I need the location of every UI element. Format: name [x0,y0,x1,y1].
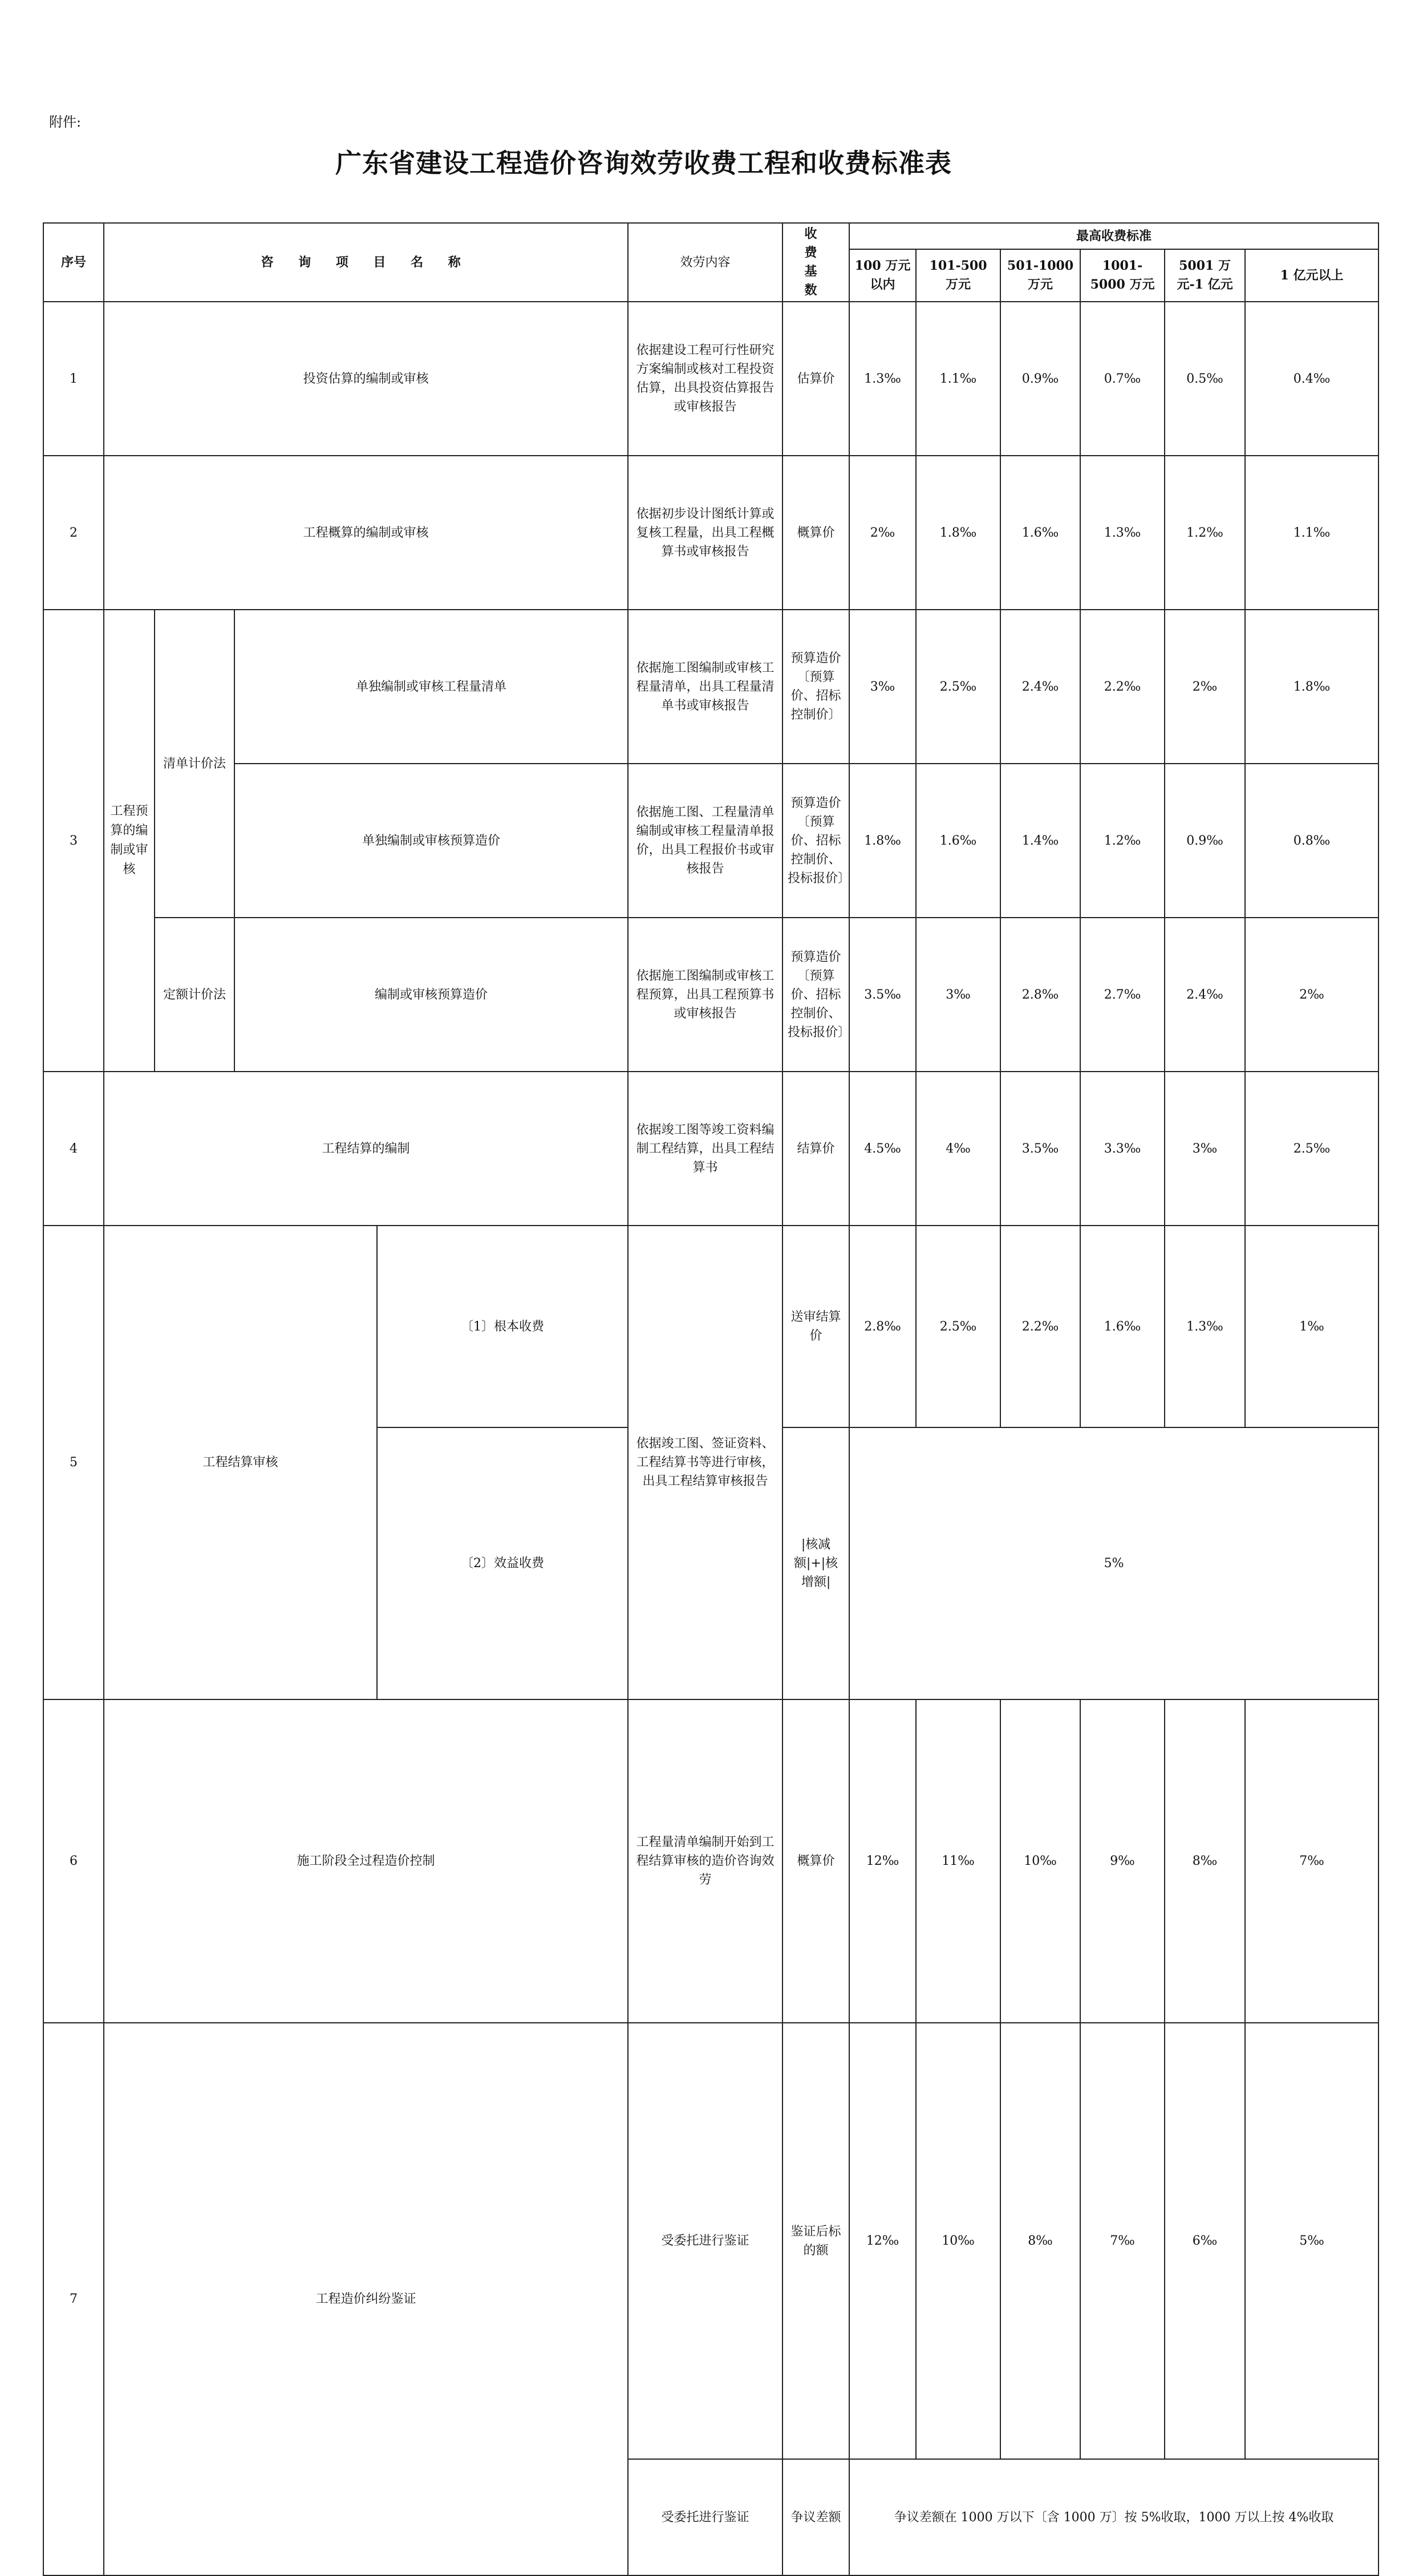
rate-cell: 2.7‰ [1080,918,1165,1072]
row-content: 依据施工图编制或审核工程量清单，出具工程量清单书或审核报告 [628,610,782,764]
rate-cell: 0.9‰ [1000,302,1080,456]
rate-cell-merged: 争议差额在 1000 万以下〔含 1000 万〕按 5%收取，1000 万以上按 4%收取 [849,2459,1378,2575]
page-title: 广东省建设工程造价咨询效劳收费工程和收费标准表 [335,148,952,179]
row-base: 预算造价〔预算价、招标控制价、投标报价〕 [782,918,849,1072]
row-item: 单独编制或审核工程量清单 [234,610,628,764]
row-base: 预算造价〔预算价、招标控制价、投标报价〕 [782,764,849,918]
row-seq: 5 [43,1226,104,1699]
row-subitem: 〔2〕效益收费 [377,1427,628,1699]
row-item: 单独编制或审核预算造价 [234,764,628,918]
rate-cell: 2.5‰ [916,1226,1000,1427]
tier-header: 100 万元以内 [849,249,916,302]
attachment-label: 附件: [49,114,82,130]
header-base: 收 费 基 数 [782,223,849,302]
rate-cell: 2.4‰ [1000,610,1080,764]
rate-cell: 12‰ [849,1699,916,2023]
row-item: 工程造价纠纷鉴证 [104,2023,628,2575]
table-row [43,1226,1378,1427]
row-seq: 6 [43,1699,104,2023]
row-item: 工程结算的编制 [104,1072,628,1226]
table-row [43,456,1378,610]
tier-header: 1 亿元以上 [1245,249,1378,302]
rate-cell: 7‰ [1080,2023,1165,2459]
rate-cell: 1.6‰ [916,764,1000,918]
rate-cell: 1.8‰ [916,456,1000,610]
table-row [43,1699,1378,2023]
rate-cell: 3‰ [849,610,916,764]
rate-cell: 1.6‰ [1000,456,1080,610]
header-item: 咨 询 项 目 名 称 [104,223,628,302]
row-content: 依据建设工程可行性研究方案编制或核对工程投资估算，出具投资估算报告或审核报告 [628,302,782,456]
row-base: 争议差额 [782,2459,849,2575]
row-seq: 2 [43,456,104,610]
table-row [43,610,1378,764]
row-base: |核减额|+|核增额| [782,1427,849,1699]
row-group: 工程预算的编制或审核 [104,610,155,1072]
table-row [43,302,1378,456]
row-method: 定额计价法 [155,918,234,1072]
rate-cell: 1‰ [1245,1226,1378,1427]
rate-cell: 5‰ [1245,2023,1378,2459]
row-item: 投资估算的编制或审核 [104,302,628,456]
rate-cell: 4.5‰ [849,1072,916,1226]
rate-cell: 2.5‰ [1245,1072,1378,1226]
row-item: 工程结算审核 [104,1226,377,1699]
rate-cell: 1.8‰ [1245,610,1378,764]
row-item: 工程概算的编制或审核 [104,456,628,610]
row-content: 依据竣工图等竣工资料编制工程结算，出具工程结算书 [628,1072,782,1226]
row-content: 依据初步设计图纸计算或复核工程量，出具工程概算书或审核报告 [628,456,782,610]
rate-cell: 9‰ [1080,1699,1165,2023]
rate-cell-merged: 5% [849,1427,1378,1699]
table-row [43,1072,1378,1226]
rate-cell: 1.3‰ [1080,456,1165,610]
rate-cell: 8‰ [1000,2023,1080,2459]
rate-cell: 3.5‰ [849,918,916,1072]
rate-cell: 0.4‰ [1245,302,1378,456]
table-row [43,2023,1378,2459]
row-base: 预算造价〔预算价、招标控制价〕 [782,610,849,764]
rate-cell: 3.3‰ [1080,1072,1165,1226]
rate-cell: 8‰ [1165,1699,1245,2023]
table-row [43,918,1378,1072]
rate-cell: 2.2‰ [1080,610,1165,764]
rate-cell: 2.4‰ [1165,918,1245,1072]
header-seq: 序号 [43,223,104,302]
row-base: 送审结算价 [782,1226,849,1427]
rate-cell: 1.8‰ [849,764,916,918]
row-base: 概算价 [782,1699,849,2023]
rate-cell: 10‰ [916,2023,1000,2459]
rate-cell: 1.1‰ [916,302,1000,456]
row-seq: 1 [43,302,104,456]
rate-cell: 1.2‰ [1165,456,1245,610]
header-content: 效劳内容 [628,223,782,302]
rate-cell: 2‰ [849,456,916,610]
rate-cell: 1.6‰ [1080,1226,1165,1427]
rate-cell: 0.9‰ [1165,764,1245,918]
rate-cell: 1.3‰ [849,302,916,456]
rate-cell: 3.5‰ [1000,1072,1080,1226]
rate-cell: 2.8‰ [1000,918,1080,1072]
rate-cell: 3‰ [1165,1072,1245,1226]
rate-cell: 0.7‰ [1080,302,1165,456]
rate-cell: 1.1‰ [1245,456,1378,610]
row-seq: 7 [43,2023,104,2575]
rate-cell: 10‰ [1000,1699,1080,2023]
rate-cell: 0.8‰ [1245,764,1378,918]
row-base: 概算价 [782,456,849,610]
header-max-standard: 最高收费标准 [849,223,1378,249]
rate-cell: 2‰ [1165,610,1245,764]
tier-header: 5001 万元-1 亿元 [1165,249,1245,302]
header-row [43,223,1378,249]
rate-cell: 1.2‰ [1080,764,1165,918]
rate-cell: 12‰ [849,2023,916,2459]
rate-cell: 2.5‰ [916,610,1000,764]
fee-standard-table [43,222,1379,2576]
rate-cell: 11‰ [916,1699,1000,2023]
row-content: 工程量清单编制开始到工程结算审核的造价咨询效劳 [628,1699,782,2023]
row-item: 施工阶段全过程造价控制 [104,1699,628,2023]
tier-header: 101-500 万元 [916,249,1000,302]
row-content: 依据施工图、工程量清单编制或审核工程量清单报价，出具工程报价书或审核报告 [628,764,782,918]
rate-cell: 4‰ [916,1072,1000,1226]
tier-header: 501-1000 万元 [1000,249,1080,302]
row-content: 受委托进行鉴证 [628,2459,782,2575]
rate-cell: 6‰ [1165,2023,1245,2459]
rate-cell: 2.2‰ [1000,1226,1080,1427]
row-base: 估算价 [782,302,849,456]
rate-cell: 7‰ [1245,1699,1378,2023]
row-seq: 3 [43,610,104,1072]
row-item: 编制或审核预算造价 [234,918,628,1072]
rate-cell: 2.8‰ [849,1226,916,1427]
row-base: 结算价 [782,1072,849,1226]
row-base: 鉴证后标的额 [782,2023,849,2459]
row-method: 清单计价法 [155,610,234,918]
row-content: 依据竣工图、签证资料、工程结算书等进行审核，出具工程结算审核报告 [628,1226,782,1699]
rate-cell: 2‰ [1245,918,1378,1072]
row-seq: 4 [43,1072,104,1226]
rate-cell: 1.3‰ [1165,1226,1245,1427]
rate-cell: 0.5‰ [1165,302,1245,456]
row-content: 受委托进行鉴证 [628,2023,782,2459]
tier-header: 1001-5000 万元 [1080,249,1165,302]
rate-cell: 1.4‰ [1000,764,1080,918]
row-content: 依据施工图编制或审核工程预算，出具工程预算书或审核报告 [628,918,782,1072]
row-subitem: 〔1〕根本收费 [377,1226,628,1427]
table-row [43,764,1378,918]
rate-cell: 3‰ [916,918,1000,1072]
